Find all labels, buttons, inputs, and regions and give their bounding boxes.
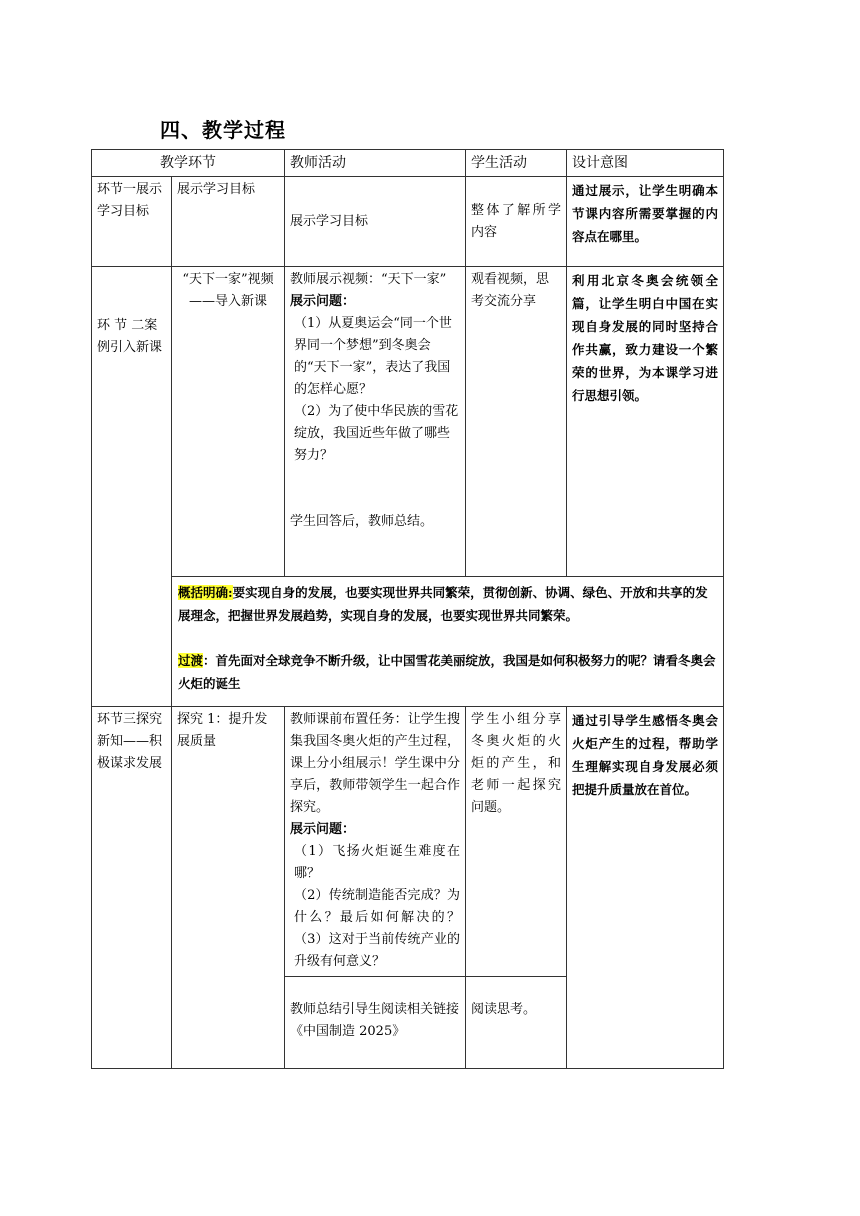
stage2-name: [92, 267, 172, 707]
header-student: 学生活动: [466, 150, 567, 177]
header-stage: 教学环节: [92, 150, 285, 177]
summary-text: 要实现自身的发展，也要实现世界共同繁荣，贯彻创新、协调、绿色、开放和共享的发展理念，把握世界发展趋势，实现自身的发展，也要实现世界共同繁荣。: [178, 585, 708, 623]
stage1-step-text: 展示学习目标: [177, 182, 256, 197]
stage3-step-text: 探究 1：提升发展质量: [177, 712, 268, 749]
stage1-name-text: 环节一展示学习目标: [97, 182, 163, 219]
header-teacher: 教师活动: [285, 150, 466, 177]
stage2-student: [466, 267, 567, 577]
stage1-teacher: [285, 177, 466, 267]
stage3-intent: [567, 707, 724, 1069]
table-row-stage3: [92, 707, 724, 977]
stage1-intent-text: 通过展示，让学生明确本节课内容所需要掌握的内容点在哪里。: [572, 183, 718, 244]
stage2-student-text: 观看视频，思考交流分享: [471, 272, 550, 309]
stage3-student-2-text: 阅读思考。: [471, 1002, 537, 1017]
stage1-student: [466, 177, 567, 267]
stage2-intent-text: 利用北京冬奥会统领全篇，让学生明白中国在实现自身发展的同时坚持合作共赢，致力建设一个繁荣的世界，为本课学习进行思想引领。: [572, 273, 718, 403]
stage3-teacher-intro: 教师课前布置任务：让学生搜集我国冬奥火炬的产生过程，课上分小组展示！学生课中分享后，教师带领学生一起合作探究。: [290, 712, 460, 815]
stage3-student: [466, 707, 567, 977]
stage1-intent: [567, 177, 724, 267]
teaching-process-table: [91, 149, 724, 1069]
header-intent: 设计意图: [567, 150, 724, 177]
table-row-stage2: [92, 267, 724, 577]
stage1-teacher-text: 展示学习目标: [290, 213, 369, 229]
stage2-teacher-end: 学生回答后，教师总结。: [290, 514, 434, 529]
stage2-question-1: （1）从夏奥运会“同一个世界同一个梦想”到冬奥会的“天下一家”，表达了我国的怎样心愿？: [294, 316, 452, 397]
stage2-summary: [172, 577, 724, 707]
summary-paragraph: [178, 581, 717, 627]
table-header-row: [92, 150, 724, 177]
section-heading: 四、教学过程: [160, 118, 286, 142]
stage2-teacher-intro: 教师展示视频：“天下一家”: [290, 272, 447, 287]
stage2-intent: [567, 267, 724, 577]
stage2-step: [172, 267, 285, 577]
stage3-intent-text: 通过引导学生感悟冬奥会火炬产生的过程，帮助学生理解实现自身发展必须把提升质量放在首位。: [572, 713, 718, 797]
stage3-teacher-2-text: 教师总结引导生阅读相关链接《中国制造 2025》: [290, 1002, 460, 1039]
stage2-questions-label: 展示问题：: [290, 294, 356, 309]
stage1-name: [92, 177, 172, 267]
stage3-teacher-2: [285, 977, 466, 1069]
stage1-step: [172, 177, 285, 267]
table-row-stage2-summary: [92, 577, 724, 707]
stage3-questions-label: 展示问题：: [290, 822, 356, 837]
stage2-teacher: [285, 267, 466, 577]
table-row-stage1: [92, 177, 724, 267]
stage3-step: [172, 707, 285, 1069]
stage3-teacher: [285, 707, 466, 977]
stage3-student-text: 学生小组分享冬奥火炬的火炬的产生，和老师一起探究问题。: [471, 712, 561, 815]
stage3-question-2: （2）传统制造能否完成？为什么？最后如何解决的？（3）这对于当前传统产业的升级有何意义？: [294, 888, 460, 969]
stage3-name: [92, 707, 172, 1069]
stage2-question-2: （2）为了使中华民族的雪花绽放，我国近些年做了哪些努力？: [294, 404, 459, 463]
stage3-name-text: 环节三探究新知——积极谋求发展: [97, 712, 163, 771]
summary-label: 概括明确:: [178, 585, 233, 600]
transition-paragraph: [178, 649, 717, 695]
stage2-name-text: 环 节 二案例引入新课: [97, 318, 163, 355]
stage3-question-1: （1）飞扬火炬诞生难度在哪？: [294, 844, 460, 881]
stage1-student-text: 整体了解所学内容: [471, 202, 561, 240]
stage2-step-text: “天下一家”视频——导入新课: [182, 272, 274, 309]
stage3-student-2: [466, 977, 567, 1069]
transition-text: ：首先面对全球竞争不断升级，让中国雪花美丽绽放，我国是如何积极努力的呢？请看冬奥会火炬的诞生: [178, 653, 716, 691]
transition-label: 过渡: [178, 653, 204, 668]
